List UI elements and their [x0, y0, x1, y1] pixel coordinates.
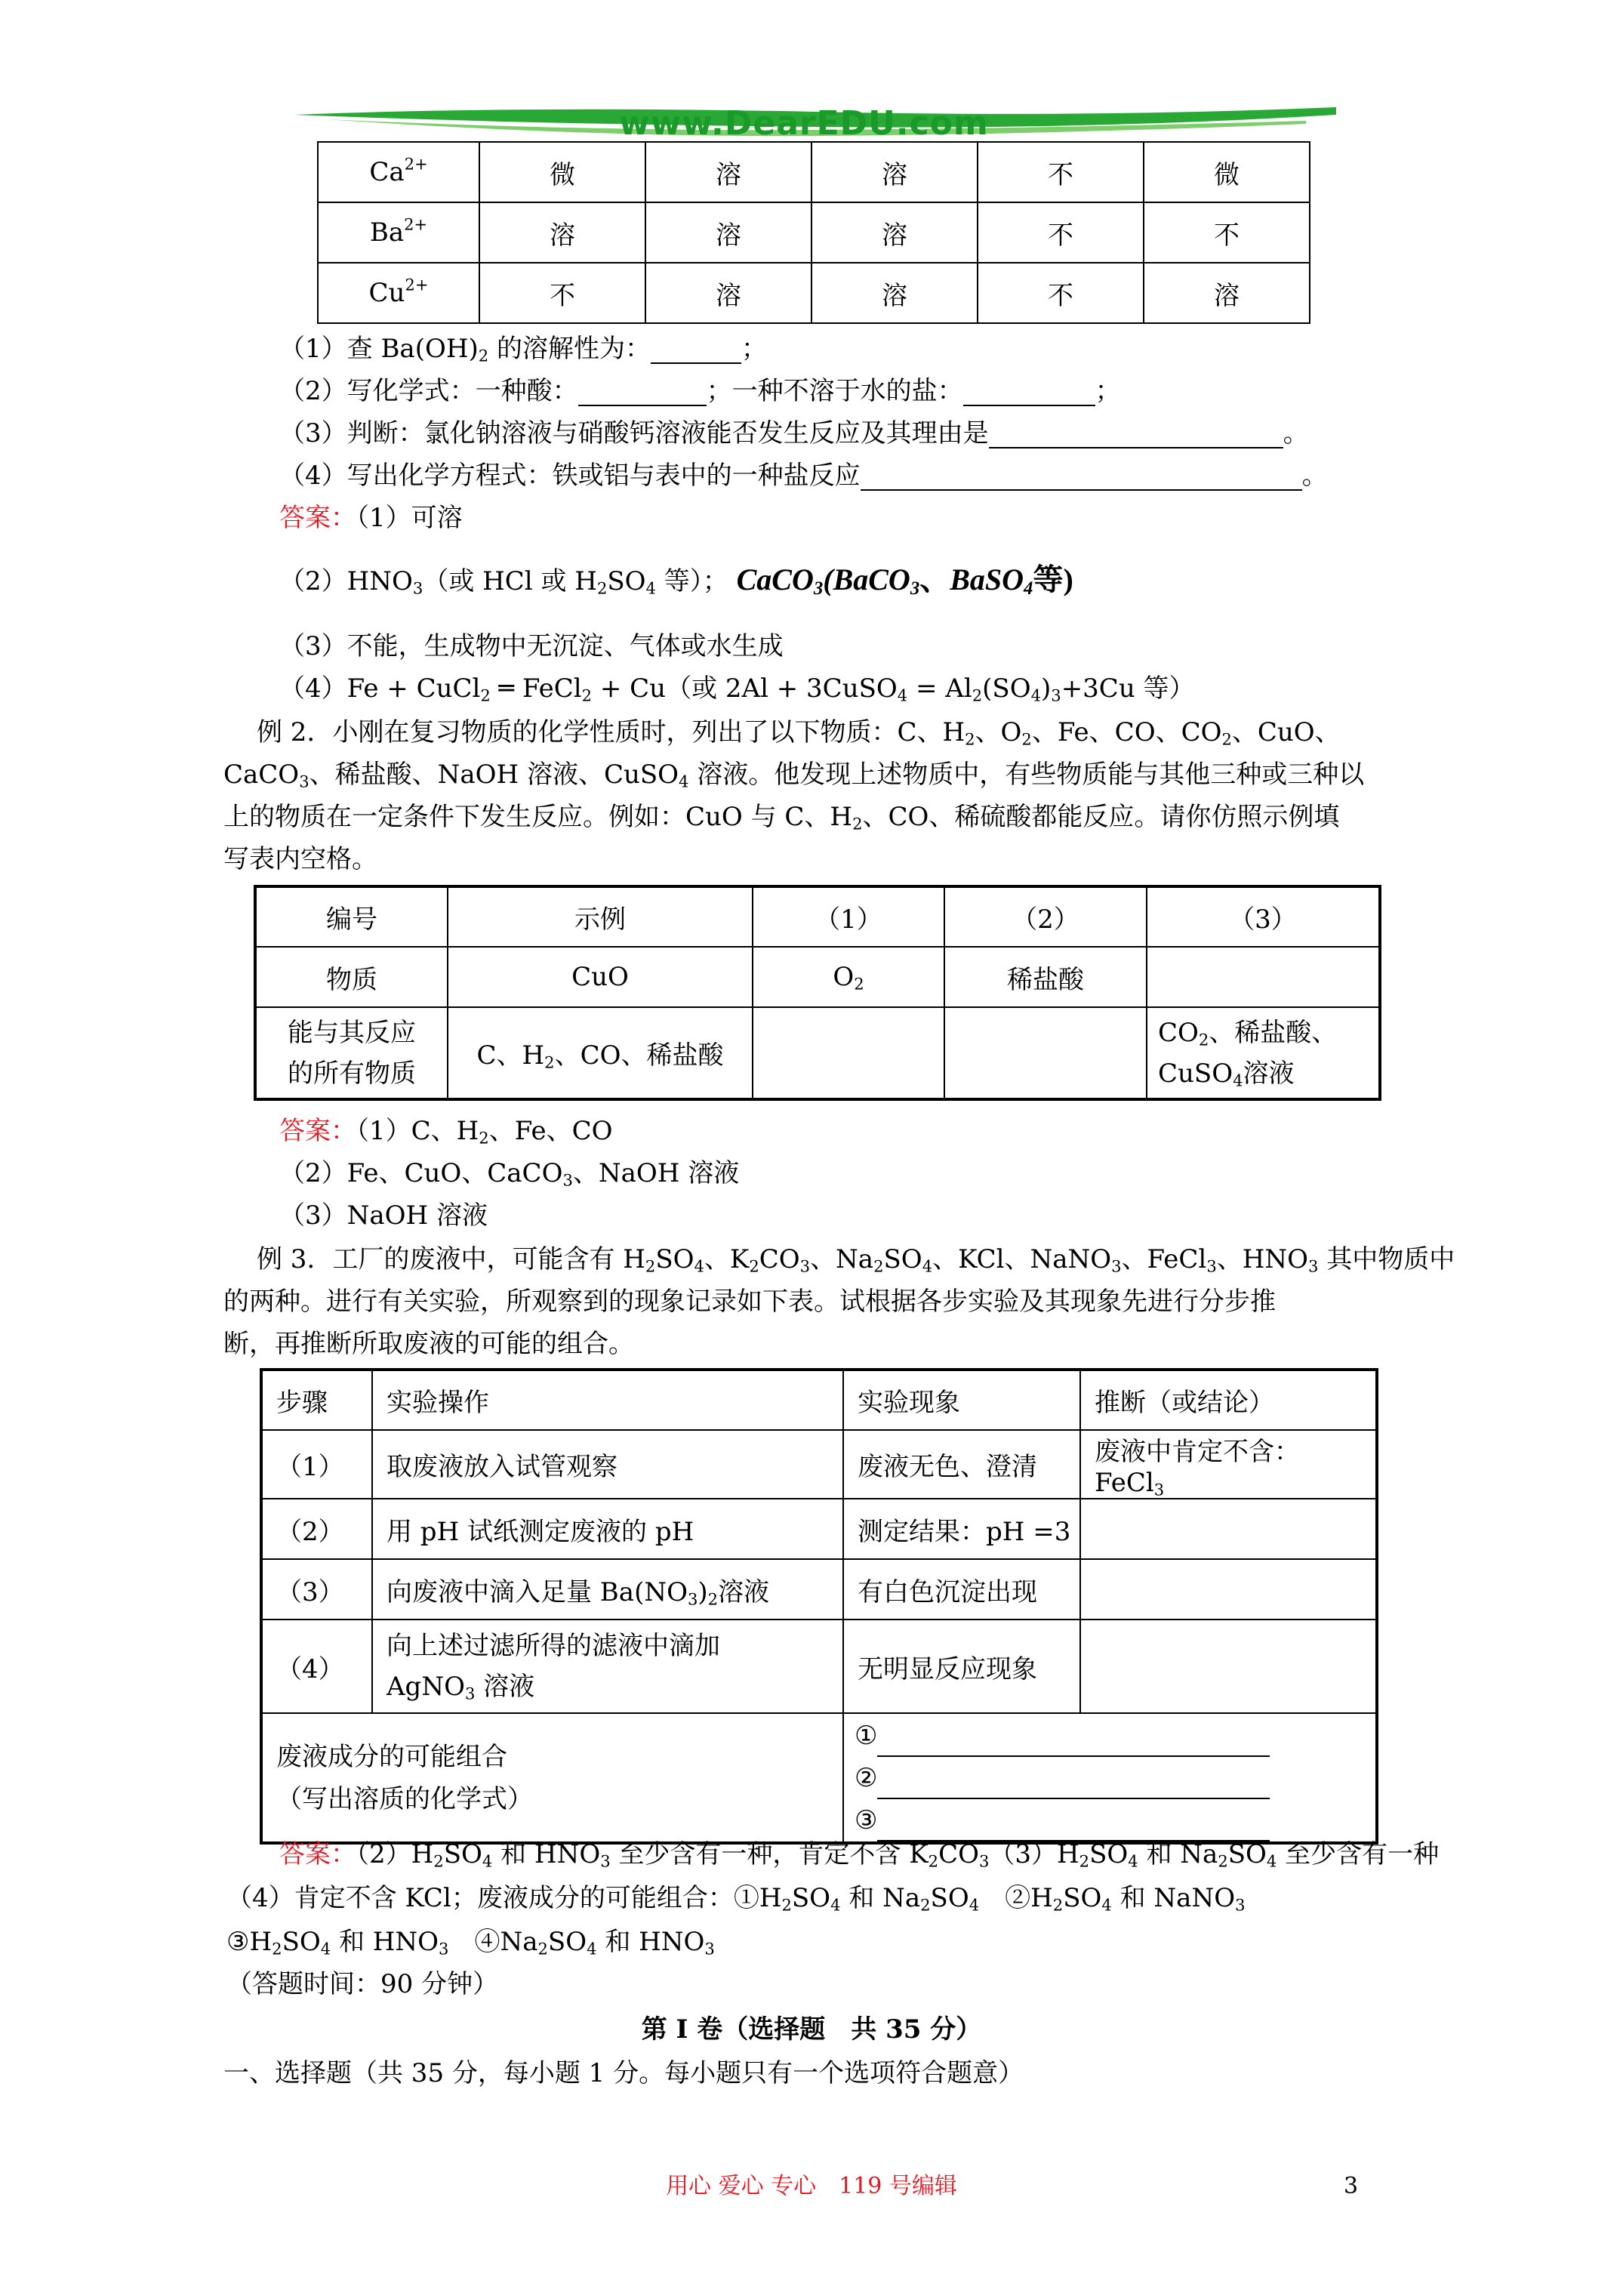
answer-2-line-3: （3）NaOH 溶液	[279, 1200, 488, 1231]
section-title: 第 I 卷（选择题 共 35 分）	[641, 2014, 982, 2045]
table-cell	[944, 1007, 1147, 1099]
question-4: （4）写出化学方程式：铁或铝与表中的一种盐反应 。	[279, 461, 1328, 491]
table-cell: 溶	[645, 202, 812, 263]
table-cell	[753, 1007, 944, 1099]
table-cell: 溶	[812, 263, 978, 323]
site-name: www.DearEDU.com	[619, 104, 989, 143]
table-row	[261, 1499, 1377, 1559]
table-cell: 不	[1144, 202, 1310, 263]
answer-label: 答案：	[279, 1116, 356, 1146]
example-2-line-1: 例 2．小刚在复习物质的化学性质时，列出了以下物质：C、$H_2$、$O_2$、Fe、CO、$CO_2$、CuO、	[257, 717, 1341, 749]
table-cell: （2）	[261, 1499, 372, 1559]
table-cell: 不	[978, 142, 1144, 202]
reaction-table	[254, 885, 1381, 1101]
answer-2-line-2: （2）Fe、CuO、CaCO$_3$、NaOH 溶液	[279, 1158, 740, 1190]
table-cell	[1080, 1559, 1377, 1620]
table-cell: 不	[978, 263, 1144, 323]
answer-label: 答案：	[279, 503, 356, 533]
answer-2-line-1: 答案：（1）C、$H_2$、Fe、CO	[279, 1116, 613, 1148]
table-cell: 物质	[255, 947, 448, 1007]
example-3-line-3: 断，再推断所取废液的可能的组合。	[223, 1329, 634, 1359]
answer-3-line-3: $③H_2SO_4$ 和 $HNO_3$ $④Na_2SO_4$ 和 $HNO_3$	[226, 1927, 715, 1959]
answer-blank	[651, 340, 741, 364]
answer-blank	[578, 382, 707, 406]
answer-1-line-1: 答案：（1）可溶	[279, 503, 463, 533]
ion-cell: $Ba^{2+}$	[318, 202, 479, 263]
table-cell: 溶	[1144, 263, 1310, 323]
ion-cell: $Cu^{2+}$	[318, 263, 479, 323]
ion-cell: $Ca^{2+}$	[318, 142, 479, 202]
table-header-cell: 示例	[448, 886, 753, 947]
table-row	[261, 1430, 1377, 1499]
answer-time: （答题时间：90 分钟）	[226, 1969, 499, 1999]
answer-blank	[861, 467, 1302, 491]
answer-blank	[877, 1817, 1270, 1841]
answer-blank	[963, 382, 1095, 406]
table-cell: 溶	[812, 202, 978, 263]
table-cell: 微	[479, 142, 645, 202]
table-cell: 有白色沉淀出现	[843, 1559, 1080, 1620]
section-description: 一、选择题（共 35 分，每小题 1 分。每小题只有一个选项符合题意）	[223, 2058, 1024, 2088]
question-1: （1）查 $Ba(OH)_2$ 的溶解性为： ；	[279, 334, 767, 365]
table-cell: （4）	[261, 1620, 372, 1713]
answer-1-line-2: $(2)HNO_3$（或 HCl 或 $H_2SO_4$ 等）； CaCO$_3$(BaCO$_3$、BaSO$_4$等)	[279, 562, 1073, 599]
table-cell: （1）	[261, 1430, 372, 1499]
answer-blank	[877, 1775, 1270, 1799]
example-3-line-2: 的两种。进行有关实验，所观察到的现象记录如下表。试根据各步实验及其现象先进行分步推	[223, 1287, 1276, 1317]
answer-blank	[877, 1733, 1270, 1757]
page-number: 3	[1344, 2173, 1359, 2199]
table-cell	[1080, 1620, 1377, 1713]
table-cell: 稀盐酸	[944, 947, 1147, 1007]
table-cell: 废液无色、澄清	[843, 1430, 1080, 1499]
table-header-cell: 编号	[255, 886, 448, 947]
question-2: （2）写化学式：一种酸： ；一种不溶于水的盐： ；	[279, 376, 1121, 406]
table-cell	[1147, 947, 1380, 1007]
table-cell: 溶	[812, 142, 978, 202]
combo-answer-cell: ① ② ③	[843, 1713, 1377, 1843]
table-cell	[1080, 1499, 1377, 1559]
table-cell: CuO	[448, 947, 753, 1007]
table-row	[255, 947, 1380, 1007]
example-2-line-3: 上的物质在一定条件下发生反应。例如：CuO 与 C、$H_2$、CO、稀硫酸都能反应。请你仿照示例填	[223, 802, 1340, 834]
table-cell: 能与其反应 的所有物质	[255, 1007, 448, 1099]
table-cell: 微	[1144, 142, 1310, 202]
table-cell: 溶	[479, 202, 645, 263]
example-2-line-2: CaCO$_3$、稀盐酸、NaOH 溶液、CuSO$_4$ 溶液。他发现上述物质中，有些物质能与其他三种或三种以	[223, 760, 1365, 791]
table-row	[318, 263, 1310, 323]
example-2-line-4: 写表内空格。	[223, 844, 377, 874]
table-cell: C、$H_2$、CO、稀盐酸	[448, 1007, 753, 1099]
table-row	[318, 202, 1310, 263]
answer-1-line-3: （3）不能，生成物中无沉淀、气体或水生成	[279, 631, 784, 661]
table-cell: $CO_2$、稀盐酸、 CuSO$_4$溶液	[1147, 1007, 1380, 1099]
table-cell: 向上述过滤所得的滤液中滴加 AgNO$_3$ 溶液	[372, 1620, 843, 1713]
table-header-cell: 实验操作	[372, 1370, 843, 1430]
table-cell: 向废液中滴入足量 $Ba(NO_3)_2$溶液	[372, 1559, 843, 1620]
table-cell: 不	[978, 202, 1144, 263]
answer-3-line-2: （4）肯定不含 KCl；废液成分的可能组合：$①H_2SO_4$ 和 $Na_2SO_4$ $②H_2SO_4$ 和 NaNO$_3$	[226, 1883, 1246, 1915]
table-cell: 溶	[645, 263, 812, 323]
table-header-cell: 实验现象	[843, 1370, 1080, 1430]
table-header-cell: （3）	[1147, 886, 1380, 947]
answer-blank	[989, 424, 1283, 448]
table-cell: 取废液放入试管观察	[372, 1430, 843, 1499]
table-cell: 废液中肯定不含：FeCl$_3$	[1080, 1430, 1377, 1499]
formula-bold: CaCO$_3$(BaCO$_3$、BaSO$_4$等)	[736, 562, 1073, 599]
table-cell: $O_2$	[753, 947, 944, 1007]
table-row	[261, 1713, 1377, 1843]
solubility-table	[317, 141, 1310, 324]
table-cell: 溶	[645, 142, 812, 202]
table-cell: 不	[479, 263, 645, 323]
table-cell: 无明显反应现象	[843, 1620, 1080, 1713]
footer-text: 用心 爱心 专心 119 号编辑	[666, 2173, 957, 2199]
table-cell: （3）	[261, 1559, 372, 1620]
answer-3-line-1: 答案：$(2)H_2SO_4$ 和 $HNO_3$ 至少含有一种，肯定不含 $K_2CO_3(3)H_2SO_4$ 和 $Na_2SO_4$ 至少含有一种	[279, 1839, 1440, 1871]
table-cell: 测定结果：pH =3	[843, 1499, 1080, 1559]
table-row	[261, 1370, 1377, 1430]
table-cell: 用 pH 试纸测定废液的 pH	[372, 1499, 843, 1559]
table-header-cell: 步骤	[261, 1370, 372, 1430]
table-row	[255, 1007, 1380, 1099]
question-3: （3）判断：氯化钠溶液与硝酸钙溶液能否发生反应及其理由是 。	[279, 418, 1309, 448]
table-row	[255, 886, 1380, 947]
table-cell: 废液成分的可能组合 （写出溶质的化学式）	[261, 1713, 843, 1843]
table-header-cell: （1）	[753, 886, 944, 947]
table-header-cell: 推断（或结论）	[1080, 1370, 1377, 1430]
table-row	[261, 1559, 1377, 1620]
answer-1-line-4: （4）Fe + CuCl$_2$ ═ FeCl$_2$ + Cu（或 2Al + 3CuSO$_4$ = $Al_2(SO_4)_3+3Cu$ 等）	[279, 673, 1195, 705]
table-header-cell: （2）	[944, 886, 1147, 947]
experiment-table	[260, 1368, 1378, 1845]
table-row	[318, 142, 1310, 202]
answer-label: 答案：	[279, 1839, 356, 1869]
table-row	[261, 1620, 1377, 1713]
example-3-line-1: 例 3．工厂的废液中，可能含有 $H_2SO_4$、$K_2CO_3$、$Na_2SO_4$、KCl、NaNO$_3$、FeCl$_3$、$HNO_3$ 其中物质中	[257, 1244, 1455, 1276]
